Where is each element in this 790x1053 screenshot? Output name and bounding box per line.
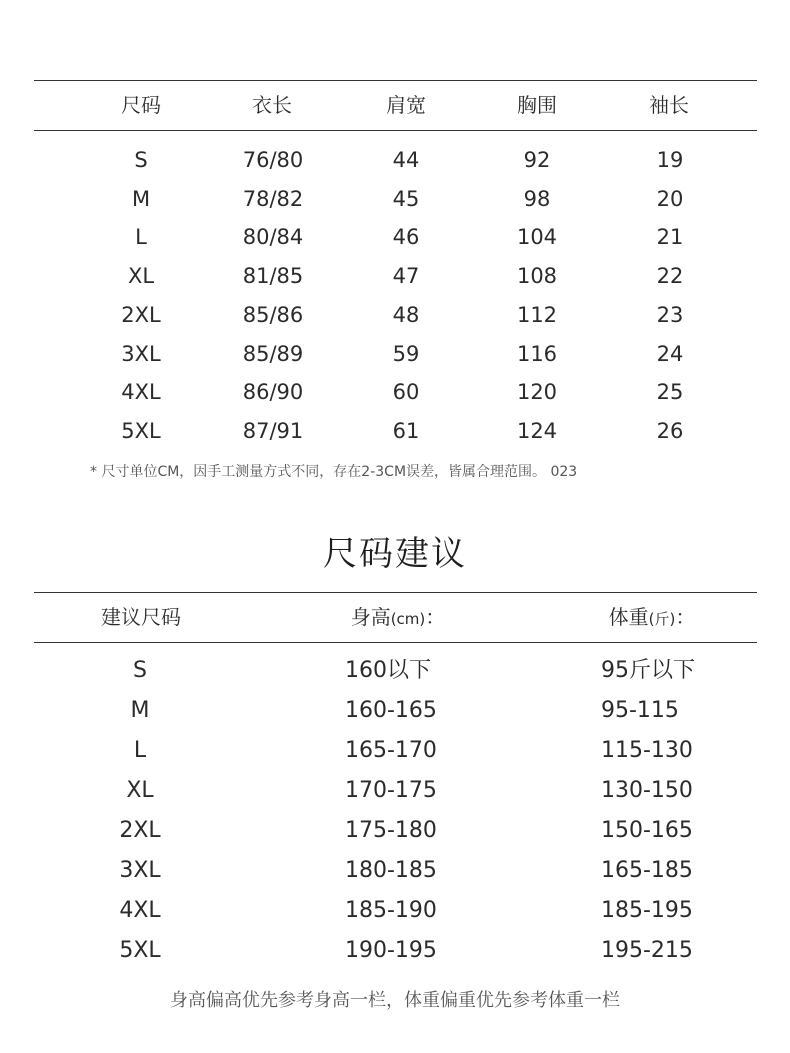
- table-cell: 116: [516, 341, 558, 366]
- table-cell-size: 2XL: [119, 818, 161, 843]
- measurement-note: * 尺寸单位CM，因手工测量方式不同，存在2-3CM误差，皆属合理范围。 023: [90, 464, 578, 480]
- table-cell-size: 4XL: [119, 898, 161, 923]
- header-weight-label: 体重: [608, 605, 649, 629]
- header-recommended-size: 建议尺码: [101, 605, 181, 629]
- table-cell: 20: [656, 186, 684, 211]
- table-cell: 4XL: [121, 380, 161, 405]
- table-cell: 124: [516, 418, 558, 443]
- table-cell: 104: [516, 225, 558, 250]
- table2-header-rule: [34, 642, 757, 643]
- header-height-unit: (cm): [390, 610, 426, 628]
- table-row: [0, 412, 790, 450]
- table-cell-weight: 115-130: [601, 738, 693, 763]
- table-row: [0, 771, 790, 811]
- table-cell: 61: [392, 418, 420, 443]
- table-cell: 25: [656, 380, 684, 405]
- table-cell: 60: [392, 380, 420, 405]
- table-row: [0, 218, 790, 256]
- table-cell: 85/86: [242, 302, 304, 327]
- header-length: 衣长: [252, 93, 292, 117]
- table-cell-weight: 185-195: [601, 898, 693, 923]
- table-row: [0, 373, 790, 411]
- table-cell-weight: 150-165: [601, 818, 693, 843]
- table-cell: 26: [656, 418, 684, 443]
- table-cell: 48: [392, 302, 420, 327]
- table-cell: 86/90: [242, 380, 304, 405]
- table-cell: 59: [392, 341, 420, 366]
- table-row: [0, 691, 790, 731]
- size-recommendation-title: 尺码建议: [323, 534, 467, 574]
- table2-header-row: [0, 598, 790, 636]
- header-height-colon: ：: [425, 605, 446, 629]
- table-cell: 21: [656, 225, 684, 250]
- table-cell-size: L: [133, 738, 147, 763]
- header-weight-colon: ：: [675, 605, 696, 629]
- table-cell: 98: [523, 186, 551, 211]
- table-cell-weight: 130-150: [601, 778, 693, 803]
- table-cell: 46: [392, 225, 420, 250]
- table-cell-size: M: [130, 698, 150, 723]
- table-cell: 81/85: [242, 264, 304, 289]
- table-cell-height: 185-190: [345, 898, 437, 923]
- table-row: [0, 811, 790, 851]
- table-cell: 23: [656, 302, 684, 327]
- table-cell-size: 3XL: [119, 858, 161, 883]
- table1-header-rule: [34, 130, 757, 131]
- table-cell: 3XL: [121, 341, 161, 366]
- header-shoulder: 肩宽: [386, 93, 426, 117]
- table-cell: L: [135, 225, 147, 250]
- table-cell-height: 190-195: [345, 938, 437, 963]
- table1-header-row: [0, 86, 790, 124]
- header-chest: 胸围: [517, 93, 557, 117]
- table-cell: 80/84: [242, 225, 304, 250]
- table-cell-weight: 165-185: [601, 858, 693, 883]
- table-cell: 45: [392, 186, 420, 211]
- table-cell: 85/89: [242, 341, 304, 366]
- header-weight: [572, 598, 732, 636]
- table-cell-height: 160以下: [345, 658, 431, 683]
- table-row: [0, 891, 790, 931]
- table-cell: 76/80: [242, 148, 304, 172]
- header-height-label: 身高: [350, 605, 391, 629]
- table-cell-height: 170-175: [345, 778, 437, 803]
- table-cell: 112: [516, 302, 558, 327]
- table-cell-weight: 95-115: [601, 698, 679, 723]
- table-cell-height: 165-170: [345, 738, 437, 763]
- header-weight-unit: (斤): [648, 610, 676, 628]
- header-sleeve: 袖长: [649, 93, 689, 117]
- table-cell-weight: 195-215: [601, 938, 693, 963]
- table-row: [0, 296, 790, 334]
- table-row: [0, 851, 790, 891]
- table-cell: 87/91: [242, 418, 304, 443]
- table-row: [0, 651, 790, 691]
- table-cell-height: 160-165: [345, 698, 437, 723]
- table-cell: 24: [656, 341, 684, 366]
- table-cell-height: 175-180: [345, 818, 437, 843]
- table1-top-rule: [34, 80, 757, 81]
- table-cell: 78/82: [242, 186, 304, 211]
- table-cell: 47: [392, 264, 420, 289]
- table-cell-height: 180-185: [345, 858, 437, 883]
- table-cell: XL: [127, 264, 155, 289]
- table-row: [0, 731, 790, 771]
- table-cell: 120: [516, 380, 558, 405]
- table-cell-size: S: [133, 658, 147, 683]
- table-row: [0, 257, 790, 295]
- table-cell-size: XL: [126, 778, 154, 803]
- table2-top-rule: [34, 592, 757, 593]
- recommendation-footer-note: 身高偏高优先参考身高一栏，体重偏重优先参考体重一栏: [170, 990, 620, 1011]
- header-height: [318, 598, 478, 636]
- table-cell: 22: [656, 264, 684, 289]
- table-row: [0, 335, 790, 373]
- header-size: 尺码: [121, 93, 161, 117]
- table-cell: 44: [392, 148, 420, 172]
- table-cell: 2XL: [121, 302, 161, 327]
- table-cell: M: [131, 186, 151, 211]
- table-cell: 5XL: [121, 418, 161, 443]
- table-row: [0, 141, 790, 179]
- table-cell-weight: 95斤以下: [601, 658, 695, 683]
- table-cell: S: [134, 148, 148, 172]
- table-cell-size: 5XL: [119, 938, 161, 963]
- table-cell: 19: [656, 148, 684, 172]
- table-row: [0, 931, 790, 971]
- table-cell: 92: [523, 148, 551, 172]
- table-row: [0, 180, 790, 218]
- table-cell: 108: [516, 264, 558, 289]
